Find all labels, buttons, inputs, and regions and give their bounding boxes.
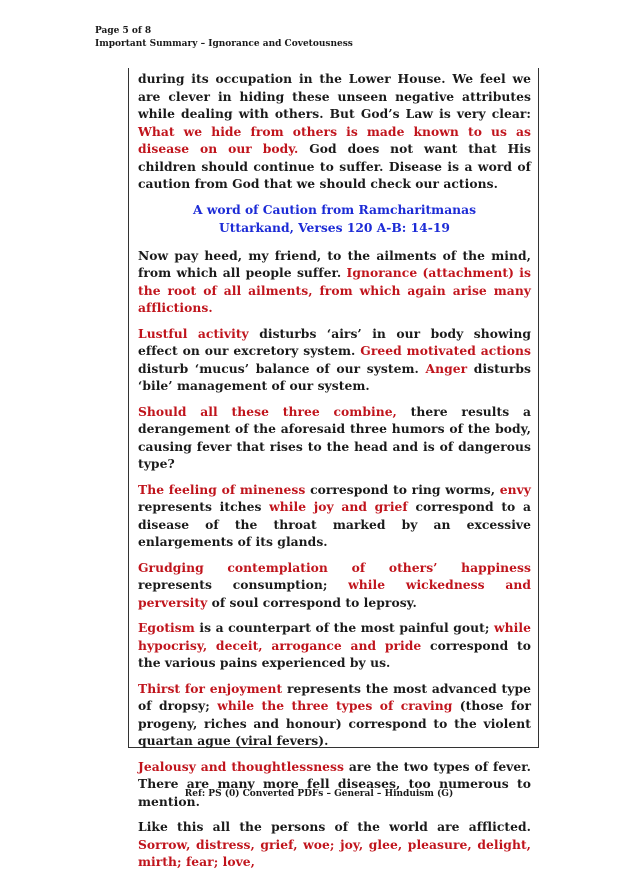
text-span: represents the most advanced type of dropsy; [138, 680, 531, 713]
text-span: correspond to a disease of the throat marked by an excessive enlargements of its glands. [138, 499, 531, 549]
text-span: correspond to the various pains experienced by us. [138, 637, 531, 670]
emphasis-span: Greed motivated actions [360, 343, 531, 358]
paragraph-1 [138, 70, 531, 193]
section-heading [138, 201, 531, 237]
text-span: represents itches [138, 499, 270, 514]
emphasis-span: while wickedness and perversity [138, 577, 531, 610]
paragraph-6 [138, 559, 531, 612]
emphasis-span: Sorrow, distress, grief, woe; joy, glee, pleasure, delight, mirth; fear; love, [138, 836, 531, 869]
text-span: are the two types of fever. There are many more fell diseases, too numerous to mention. [138, 758, 531, 809]
paragraph-7 [138, 619, 531, 672]
emphasis-span: while hypocrisy, deceit, arrogance and pride [138, 620, 531, 653]
paragraph-5 [138, 481, 531, 551]
page-header [95, 25, 353, 51]
text-span: is a counterpart of the most painful gout; [194, 620, 495, 635]
text-span: correspond to ring worms, [305, 481, 500, 497]
paragraph-3 [138, 325, 531, 395]
text-span: represents consumption; [138, 577, 349, 592]
paragraph-10 [138, 818, 531, 871]
paragraph-4 [138, 403, 531, 473]
emphasis-span: envy [499, 481, 531, 497]
text-span: Now pay heed, my friend, to the ailments of the mind, from which all people suffer. [138, 247, 531, 280]
text-span: during its occupation in the Lower House. We feel we are clever in hiding these unseen negative attributes while dealing with others. But God’s Law is very clear: [138, 71, 531, 121]
paragraph-2 [138, 247, 531, 317]
text-span: there results a derangement of the aforesaid three humors of the body, causing fever that rises to the head and is of dangerous type? [138, 403, 531, 471]
emphasis-span: The feeling of mineness [138, 481, 306, 497]
footer-reference: Ref: PS (0) Converted PDFs – General – Hinduism (G) [184, 789, 454, 799]
page-number: Page 5 of 8 [95, 26, 152, 36]
text-span: Like this all the persons of the world are afflicted. [138, 819, 531, 834]
document-title: Important Summary – Ignorance and Covetousness [95, 39, 353, 49]
emphasis-span: while the three types of craving [217, 698, 453, 713]
emphasis-span: Anger [425, 360, 468, 376]
emphasis-span: What we hide from others is made known to us as disease on our body. [138, 123, 531, 156]
heading-line-2: Uttarkand, Verses 120 A-B: 14-19 [219, 219, 450, 235]
heading-line-1: A word of Caution from Ramcharitmanas [193, 201, 476, 217]
emphasis-span: Jealousy and thoughtlessness [138, 758, 345, 774]
emphasis-span: Ignorance (attachment) is the root of all ailments, from which again arise many afflictions. [138, 265, 531, 315]
text-span: disturbs ‘airs’ in our body showing effect on our excretory system. [138, 325, 531, 358]
text-span: God does not want that His children should continue to suffer. Disease is a word of caution from God that we should check our actions. [138, 141, 531, 191]
emphasis-span: while joy and grief [269, 499, 408, 514]
text-span: disturbs ‘bile’ management of our system. [138, 360, 532, 393]
emphasis-span: Should all these three combine, [138, 403, 397, 419]
emphasis-span: Thirst for enjoyment [138, 680, 283, 696]
emphasis-span: Lustful activity [138, 325, 249, 341]
text-span: disturb ‘mucus’ balance of our system. [138, 360, 426, 376]
emphasis-span: Grudging contemplation of others’ happiness [138, 559, 531, 575]
emphasis-span: Egotism [138, 620, 195, 635]
text-span: of soul correspond to leprosy. [207, 594, 417, 610]
paragraph-8 [138, 680, 531, 750]
text-span: (those for progeny, riches and honour) correspond to the violent quartan ague (viral fevers). [138, 698, 531, 748]
paragraph-9 [138, 758, 531, 811]
